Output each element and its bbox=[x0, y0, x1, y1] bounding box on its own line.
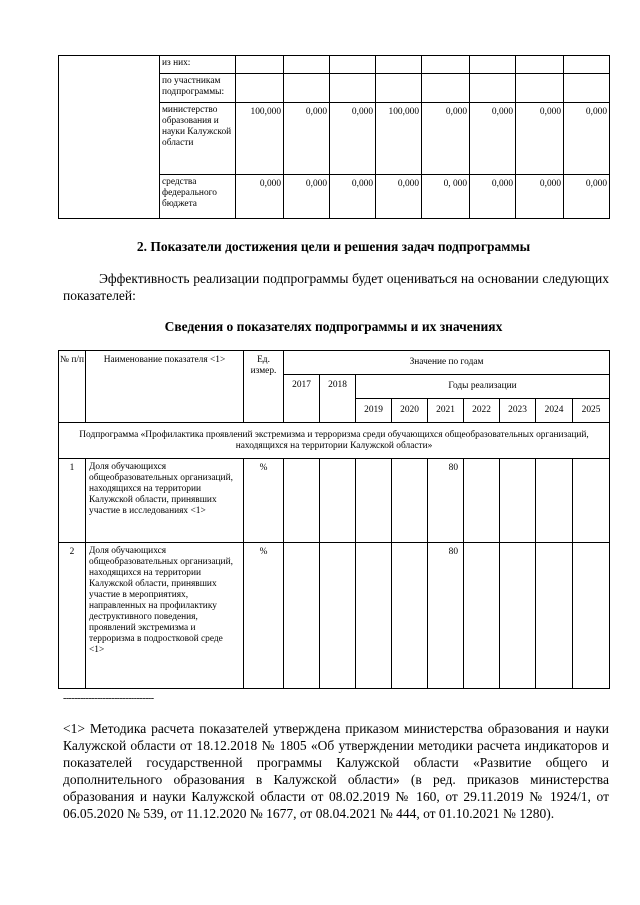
cell bbox=[464, 459, 500, 543]
cell bbox=[392, 543, 428, 689]
header-year: 2018 bbox=[320, 375, 356, 423]
table-title: Сведения о показателях подпрограммы и их значениях bbox=[164, 319, 503, 334]
cell bbox=[392, 459, 428, 543]
cell bbox=[236, 56, 284, 74]
footnote-text: <1> Методика расчета показателей утверждена приказом министерства образования и науки Калужской области от 18.12.2018 № 1805 «Об утверждении методики расчета индикаторов и показателей государственной программы Калужской области «Развитие общего и дополнительного образования в Калужской области» (в ред. приказов министерства образования и науки Калужской области от 08.02.2019 № 160, от 29.11.2019 № 1924/1, от 06.05.2020 № 539, от 11.12.2020 № 1677, от 08.04.2021 № 444, от 01.10.2021 № 1280). bbox=[63, 721, 609, 821]
cell bbox=[500, 459, 536, 543]
cell bbox=[500, 543, 536, 689]
row-label: министерство образования и науки Калужской области bbox=[160, 103, 236, 175]
subprogram-row bbox=[59, 423, 610, 459]
cell bbox=[320, 543, 356, 689]
cell bbox=[470, 74, 516, 103]
cell: 0,000 bbox=[330, 175, 376, 219]
indicators-table bbox=[58, 350, 610, 689]
cell bbox=[356, 459, 392, 543]
cell: 0,000 bbox=[516, 103, 564, 175]
cell: 0,000 bbox=[470, 103, 516, 175]
section-title: 2. Показатели достижения цели и решения задач подпрограммы bbox=[136, 239, 531, 254]
row-num: 1 bbox=[59, 459, 86, 543]
cell bbox=[422, 56, 470, 74]
cell: 0,000 bbox=[516, 175, 564, 219]
cell: 0,000 bbox=[376, 175, 422, 219]
cell: 80 bbox=[428, 459, 464, 543]
cell: 0, 000 bbox=[422, 175, 470, 219]
cell bbox=[564, 56, 610, 74]
cell: 0,000 bbox=[422, 103, 470, 175]
indicator-unit: % bbox=[244, 459, 284, 543]
cell bbox=[573, 459, 610, 543]
header-year: 2019 bbox=[356, 399, 392, 423]
cell: 0,000 bbox=[330, 103, 376, 175]
row-label: из них: bbox=[160, 56, 236, 74]
cell bbox=[422, 74, 470, 103]
cell: 0,000 bbox=[564, 175, 610, 219]
cell bbox=[536, 543, 573, 689]
header-row bbox=[59, 351, 610, 375]
cell bbox=[320, 459, 356, 543]
empty-cell bbox=[59, 56, 160, 219]
cell bbox=[376, 74, 422, 103]
cell bbox=[284, 459, 320, 543]
header-unit: Ед. измер. bbox=[244, 351, 284, 423]
cell bbox=[573, 543, 610, 689]
footnote-separator: -------------------------------- bbox=[63, 693, 154, 704]
header-year: 2021 bbox=[428, 399, 464, 423]
table-row bbox=[59, 56, 610, 74]
cell: 0,000 bbox=[470, 175, 516, 219]
row-label: по участникам подпрограммы: bbox=[160, 74, 236, 103]
header-year: 2020 bbox=[392, 399, 428, 423]
cell: 80 bbox=[428, 543, 464, 689]
cell: 0,000 bbox=[564, 103, 610, 175]
table-row bbox=[59, 543, 610, 689]
cell bbox=[356, 543, 392, 689]
header-values-by-year: Значение по годам bbox=[284, 351, 610, 375]
header-year: 2022 bbox=[464, 399, 500, 423]
header-year: 2024 bbox=[536, 399, 573, 423]
cell: 0,000 bbox=[236, 175, 284, 219]
cell bbox=[516, 56, 564, 74]
cell bbox=[470, 56, 516, 74]
intro-paragraph: Эффективность реализации подпрограммы будет оцениваться на основании следующих показателей: bbox=[63, 271, 609, 303]
cell bbox=[284, 56, 330, 74]
header-year: 2023 bbox=[500, 399, 536, 423]
header-year: 2025 bbox=[573, 399, 610, 423]
header-year: 2017 bbox=[284, 375, 320, 423]
cell bbox=[564, 74, 610, 103]
row-num: 2 bbox=[59, 543, 86, 689]
funding-table bbox=[58, 55, 610, 219]
cell bbox=[330, 74, 376, 103]
subprogram-title: Подпрограмма «Профилактика проявлений экстремизма и терроризма среди обучающихся общеобразовательных организаций, находящихся на территории Калужской области» bbox=[59, 423, 610, 459]
cell bbox=[376, 56, 422, 74]
indicator-name: Доля обучающихся общеобразовательных организаций, находящихся на территории Калужской области, принявших участие в мероприятиях, направленных на профилактику деструктивного поведения, проявлений экстремизма и терроризма в подростковой среде <1> bbox=[86, 543, 244, 689]
cell bbox=[236, 74, 284, 103]
indicator-unit: % bbox=[244, 543, 284, 689]
header-implementation-years: Годы реализации bbox=[356, 375, 610, 399]
cell: 0,000 bbox=[284, 175, 330, 219]
cell bbox=[284, 74, 330, 103]
cell bbox=[464, 543, 500, 689]
cell: 0,000 bbox=[284, 103, 330, 175]
header-num: № п/п bbox=[59, 351, 86, 423]
row-label: средства федерального бюджета bbox=[160, 175, 236, 219]
header-name: Наименование показателя <1> bbox=[86, 351, 244, 423]
cell bbox=[284, 543, 320, 689]
cell: 100,000 bbox=[236, 103, 284, 175]
cell bbox=[330, 56, 376, 74]
cell bbox=[516, 74, 564, 103]
cell: 100,000 bbox=[376, 103, 422, 175]
indicator-name: Доля обучающихся общеобразовательных организаций, находящихся на территории Калужской области, принявших участие в исследованиях <1> bbox=[86, 459, 244, 543]
table-row bbox=[59, 459, 610, 543]
cell bbox=[536, 459, 573, 543]
